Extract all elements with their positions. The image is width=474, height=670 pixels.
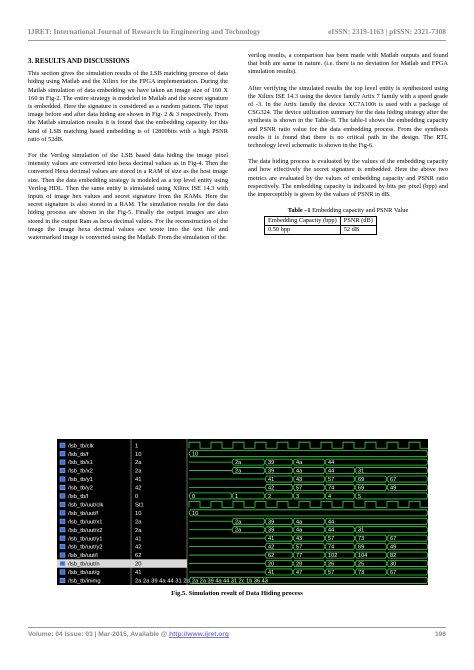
signal-value: 41 — [135, 477, 142, 484]
signal-icon — [60, 570, 65, 575]
signal-icon — [60, 485, 65, 490]
capacity-psnr-table — [264, 216, 377, 235]
table-caption — [248, 207, 448, 215]
signal-value: 2a — [135, 527, 142, 534]
table-header-cell: Embedding Capacity (bpp) — [265, 217, 341, 226]
bus-value-label: 10 — [192, 510, 199, 517]
bus-value-label: 57 — [296, 485, 303, 492]
bus-value-label: 39 — [268, 460, 275, 467]
journal-title: IJRET: International Journal of Research in Engineering and Technology — [28, 27, 261, 36]
page-footer — [28, 631, 446, 641]
paragraph-synthesis: After verifying the simulated results the top level entity is synthesized using the Xilinx ISE 14.3 using the device family Artix 7 family with a speed grade of -3. In the Artix family the device XC7A100t is used with a package of CSG324. The device utilization summary for the data hiding strategy after the synthesis is shown in the Table-II. The table-I shows the embedding capacity and PSNR ratio value for the data embedding process. From the synthesis results it is found that there is no critical path in the design. The RTL technology level schematic is shown in the Fig-6. — [248, 84, 448, 150]
signal-name: /lsb_tb/uut/n — [68, 561, 100, 568]
bus-value-label: 4a — [296, 527, 303, 534]
signal-icon — [60, 511, 65, 515]
bus-value-label: 49 — [390, 544, 397, 551]
bus-value-label: 43 — [296, 477, 303, 483]
bus-value-label: 57 — [328, 536, 335, 543]
bus-value-label: 67 — [390, 569, 397, 576]
signal-name: /lsb_tb/uut/x2 — [68, 527, 103, 534]
section-title: 3. RESULTS AND DISCUSSIONS — [28, 58, 130, 65]
bus-value-label: 67 — [390, 536, 397, 543]
bus-value-label: 39 — [268, 527, 275, 534]
running-header — [28, 27, 446, 41]
footer-volume-text: Volume: 04 Issue: 03 | Mar-2015, Available @ — [28, 631, 170, 638]
bus-value-label: 41 — [268, 536, 275, 543]
table-row — [265, 226, 377, 235]
signal-icon — [60, 578, 65, 583]
paragraph-evaluation: The data hiding process is evaluated by the values of the embedding capacity and how effectively the secret signature is embedded. Here the above two metrics are evaluated by the values of embedding capacity and PSNR ratio respectively. The embedding capacity is indicated by bits per pixel (bpp) and the imperceptibly is given by the values of PSNR in dB. — [248, 158, 448, 199]
signal-name: /lsb_tb/y2 — [68, 485, 93, 492]
signal-value: 1 — [135, 443, 139, 450]
bus-value-label: 104 — [358, 553, 368, 560]
signal-icon — [60, 519, 65, 524]
paragraph-results-intro: This section gives the simulation results of the LSB matching process of data hiding using Matlab and the Xilinx for the FPGA implementation. During the Matlab simulation of data embedding we have taken an image size of 160 X 160 in Fig-2. The entire strategy is modeled in Matlab and the secret signature is embedded. Here the signature is considered as a random pattern. The input image before and after data hiding are shown in Fig- 2 & 3 respectively. From the Matlab simulation results it is found that the embedding capacity for this kind of LSB matching based embedding is of 12800bits with a high PSNR ratio of 52dB. — [28, 70, 228, 143]
right-column — [248, 52, 448, 235]
bus-value-label: 74 — [328, 485, 335, 492]
signal-name: /lsb_tb/inimg — [68, 578, 101, 585]
signal-value: 20 — [135, 561, 142, 568]
signal-value: 10 — [135, 451, 142, 458]
signal-value: 41 — [135, 536, 142, 543]
signal-name: /lsb_tb/clk — [68, 443, 94, 450]
header-rule — [28, 40, 446, 41]
bus-value-label: 3 — [296, 493, 300, 500]
signal-icon — [60, 553, 65, 558]
signal-name: /lsb_tb/uut/x1 — [68, 519, 103, 526]
bus-value-label: 102 — [328, 553, 338, 560]
bus-value-label: 31 — [358, 527, 365, 534]
signal-icon — [60, 528, 65, 533]
table-header-row — [265, 217, 377, 226]
signal-value: 62 — [135, 553, 142, 560]
journal-url-link[interactable]: http://www.ijret.org — [169, 631, 229, 638]
bus-value-label: 2a — [235, 527, 242, 534]
signal-value: 10 — [135, 510, 142, 517]
bus-value-label: 73 — [358, 536, 365, 543]
bus-value-label: 39 — [268, 519, 275, 526]
signal-name: /lsb_tb/y1 — [68, 477, 93, 484]
bus-value-label: 69 — [358, 477, 365, 483]
bus-value-label: 49 — [390, 485, 397, 492]
bus-value-label: 2a — [235, 460, 242, 467]
bus-value-label: 5 — [358, 493, 362, 500]
signal-value: 41 — [135, 570, 142, 577]
bus-value-label: 77 — [296, 553, 303, 560]
signal-value: 42 — [135, 544, 142, 551]
bus-value-label: 44 — [328, 468, 335, 475]
bus-value-label: 69 — [358, 544, 365, 551]
signal-value: 0 — [135, 494, 139, 500]
bus-value-label: 41 — [268, 477, 275, 483]
bus-value-label: 41 — [268, 569, 275, 576]
signal-name: /lsb_tb/f — [68, 451, 89, 458]
signal-value: St1 — [135, 502, 144, 509]
bus-value-label: 31 — [358, 468, 365, 475]
bus-value-label: 57 — [296, 544, 303, 551]
signal-value: 2a — [135, 460, 142, 467]
bus-value-label: 2a — [235, 519, 242, 526]
bus-value-label: 44 — [328, 519, 335, 526]
bus-value-label: 20 — [268, 561, 275, 568]
signal-icon — [60, 494, 65, 499]
signal-name: /lsb_tb/uut/y2 — [68, 544, 103, 551]
footer-volume — [28, 631, 229, 638]
signal-icon — [60, 536, 65, 541]
bus-value-label: 4a — [296, 468, 303, 475]
bus-value-label: 57 — [328, 477, 335, 483]
signal-icon — [60, 460, 65, 465]
bus-value-label: 47 — [296, 569, 303, 576]
bus-value-label: 26 — [328, 561, 335, 568]
table-title: Embedding capacity and PSNR Value — [310, 207, 409, 215]
table-cell: 0.50 bpp — [265, 226, 341, 235]
signal-value: 2a — [135, 468, 142, 475]
signal-icon — [60, 561, 65, 566]
waveform-svg — [57, 439, 428, 585]
issn-text: eISSN: 2319-1163 | pISSN: 2321-7308 — [328, 27, 446, 36]
signal-icon — [60, 477, 65, 482]
signal-name: /lsb_tb/x1 — [68, 460, 93, 467]
signal-name: /lsb_tb/uut/f — [68, 510, 98, 517]
bus-value-label: 30 — [390, 561, 397, 568]
bus-value-label: 44 — [328, 460, 335, 467]
signal-icon — [60, 468, 65, 473]
signal-name: /lsb_tb/uut/l — [68, 553, 98, 560]
bus-value-label: 82 — [390, 553, 397, 560]
bus-value-label: 73 — [358, 569, 365, 576]
bus-value-label: 25 — [358, 561, 365, 568]
signal-icon — [60, 544, 65, 549]
bus-value-label: 42 — [268, 544, 275, 551]
bus-value-label: 10 — [192, 451, 199, 458]
waveform-viewer — [57, 439, 428, 585]
signal-name: /lsb_tb/l — [68, 494, 88, 500]
signal-icon — [60, 451, 65, 456]
signal-name: /lsb_tb/x2 — [68, 468, 93, 475]
signal-value: 42 — [135, 485, 142, 492]
paragraph-verilog-comparison: verilog results, a comparison has been made with Matlab outputs and found that both are same in nature. (i.e. there is no deviation for Matlab and FPGA simulation results). — [248, 52, 448, 76]
bus-value-label: 2a — [235, 468, 242, 475]
bus-value-label: 28 — [296, 561, 303, 568]
bus-value-label: 1 — [235, 493, 239, 500]
signal-icon — [60, 443, 65, 448]
bus-value-label: 39 — [268, 468, 275, 475]
bus-value-label: 2a 2a 39 4a 44 31 2c 1b 36 43 — [192, 578, 268, 585]
left-column — [28, 58, 228, 250]
table-header-cell: PSNR (dB) — [340, 217, 376, 226]
bus-value-label: 44 — [328, 527, 335, 534]
signal-icon — [60, 502, 65, 507]
bus-value-label: 57 — [328, 569, 335, 576]
bus-value-label: 62 — [268, 553, 275, 560]
bus-value-label: 67 — [390, 477, 397, 483]
bus-value-label: 43 — [296, 536, 303, 543]
signal-value: 2a 2a 39 4a 44 31 2c — [135, 578, 190, 585]
figure-caption: Fig.5. Simulation result of Data Hiding process — [171, 590, 303, 597]
signal-name: /lsb_tb/uut/y1 — [68, 536, 103, 543]
signal-name: /lsb_tb/uut/clk — [68, 502, 104, 509]
footer-rule — [28, 627, 446, 628]
bus-value-label: 69 — [358, 485, 365, 492]
table-label: Table –1 — [287, 207, 311, 215]
bus-value-label: 4 — [328, 493, 332, 500]
bus-value-label: 4a — [296, 460, 303, 467]
signal-value: 2a — [135, 519, 142, 526]
paragraph-verilog-simulation: For the Verilog simulation of the LSB based data hiding the image pixel intensity values are converted into hexa decimal values as in Fig-4. Then the converted Hexa decimal values are stored in a RAM of size as the host image size. Then the data embedding strategy is modeled as a top level entity using Verilog HDL. Then the same entity is simulated using Xilinx ISE 14.3 with inputs of image hex values and secret signature from the RAMs. Here the secret signature is also stored in a RAM. The simulation results for the data hiding process are shown in the Fig-5. Finally the output images are also stored in the output Ram as hexa decimal values. For the reconstruction of the image the image hexa decimal values are wrote into the text file and watermarked image is converted using the Matlab. From the simulation of the — [28, 152, 228, 242]
page-number: 196 — [434, 631, 446, 638]
bus-value-label: 74 — [328, 544, 335, 551]
table-cell: 52 dB — [340, 226, 376, 235]
bus-value-label: 2 — [268, 493, 272, 500]
bus-value-label: 0 — [192, 493, 196, 500]
signal-name: /lsb_tb/uut/g — [68, 570, 100, 577]
bus-value-label: 4a — [296, 519, 303, 526]
bus-value-label: 42 — [268, 485, 275, 492]
